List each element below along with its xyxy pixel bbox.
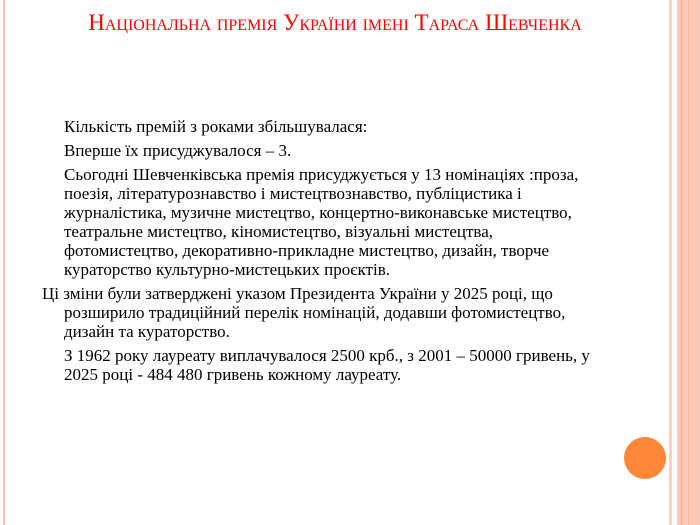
paragraph: Кількість премій з роками збільшувалася:	[64, 117, 368, 136]
right-border-line	[669, 0, 672, 525]
paragraph: З 1962 року лауреату виплачувалося 2500 крб., з 2001 – 50000 гривень, у 2025 році - 484 480 гривень кожному лауреату.	[64, 346, 590, 384]
paragraph: Вперше їх присуджувалося – 3.	[64, 141, 292, 160]
slide-body	[40, 117, 600, 389]
decorative-circle	[624, 437, 666, 479]
left-border	[3, 0, 5, 525]
right-border-stripe	[681, 0, 682, 525]
right-border-stripe	[688, 0, 689, 525]
paragraph: Ці зміни були затверджені указом Президента України у 2025 році, що розширило традиційний перелік номінацій, додавши фотомистецтво, дизайн та кураторство.	[42, 284, 566, 341]
slide-title: Національна премія України імені Тараса Шевченка	[88, 10, 582, 35]
paragraph: Сьогодні Шевченківська премія присуджується у 13 номінаціях :проза, поезія, літературознавство і мистецтвознавство, публіцистика і журналістика, музичне мистецтво, концертно-виконавське мистецтво, театральне мистецтво, кіномистецтво, візуальні мистецтва, фотомистецтво, декоративно-прикладне мистецтво, дизайн, творче кураторство культурно-мистецьких проєктів.	[64, 165, 579, 279]
